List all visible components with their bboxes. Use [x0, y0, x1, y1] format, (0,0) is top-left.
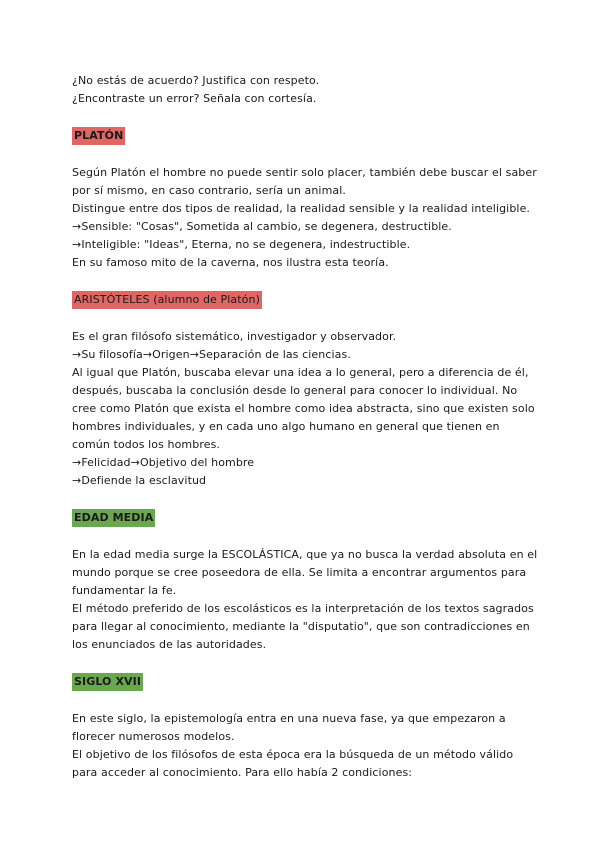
heading-platon: PLATÓN [72, 127, 125, 145]
platon-inteligible-item: →Inteligible: "Ideas", Eterna, no se degenera, indestructible. [72, 238, 411, 251]
edad-media-paragraph-1: En la edad media surge la ESCOLÁSTICA, que ya no busca la verdad absoluta en el mundo porque se cree poseedora de ella. Se limita a encontrar argumentos para fundamentar la fe. [72, 548, 538, 597]
siglo-xvii-paragraph-2: El objetivo de los filósofos de esta época era la búsqueda de un método válido para acceder al conocimiento. Para ello había 2 condiciones: [72, 748, 514, 779]
aristoteles-paragraph-4: →Felicidad→Objetivo del hombre [72, 456, 255, 469]
intro-line-1: ¿No estás de acuerdo? Justifica con respeto. [72, 74, 320, 87]
platon-paragraph-1: Según Platón el hombre no puede sentir solo placer, también debe buscar el saber por sí mismo, en caso contrario, sería un animal. [72, 166, 537, 197]
platon-paragraph-2: Distingue entre dos tipos de realidad, la realidad sensible y la realidad inteligible. [72, 202, 531, 215]
heading-edad-media: EDAD MEDIA [72, 509, 155, 527]
heading-aristoteles: ARISTÓTELES (alumno de Platón) [72, 291, 262, 309]
heading-siglo-xvii: SIGLO XVII [72, 673, 143, 691]
platon-paragraph-5: En su famoso mito de la caverna, nos ilustra esta teoría. [72, 256, 389, 269]
aristoteles-paragraph-2: →Su filosofía→Origen→Separación de las ciencias. [72, 348, 351, 361]
aristoteles-paragraph-5: →Defiende la esclavitud [72, 474, 207, 487]
edad-media-paragraph-2: El método preferido de los escolásticos es la interpretación de los textos sagrados para llegar al conocimiento, mediante la "disputatio", que son contradicciones en los enunciados de las autoridades. [72, 602, 534, 651]
aristoteles-paragraph-1: Es el gran filósofo sistemático, investigador y observador. [72, 330, 397, 343]
siglo-xvii-paragraph-1: En este siglo, la epistemología entra en una nueva fase, ya que empezaron a florecer numerosos modelos. [72, 712, 506, 743]
intro-line-2: ¿Encontraste un error? Señala con cortesía. [72, 92, 317, 105]
platon-sensible-item: →Sensible: "Cosas", Sometida al cambio, se degenera, destructible. [72, 220, 452, 233]
aristoteles-paragraph-3: Al igual que Platón, buscaba elevar una idea a lo general, pero a diferencia de él, después, buscaba la conclusión desde lo general para conocer lo individual. No cree como Platón que exista el hombre como idea abstracta, sino que existen solo hombres individuales, y en cada uno algo humano en general que tienen en común todos los hombres. [72, 366, 535, 451]
